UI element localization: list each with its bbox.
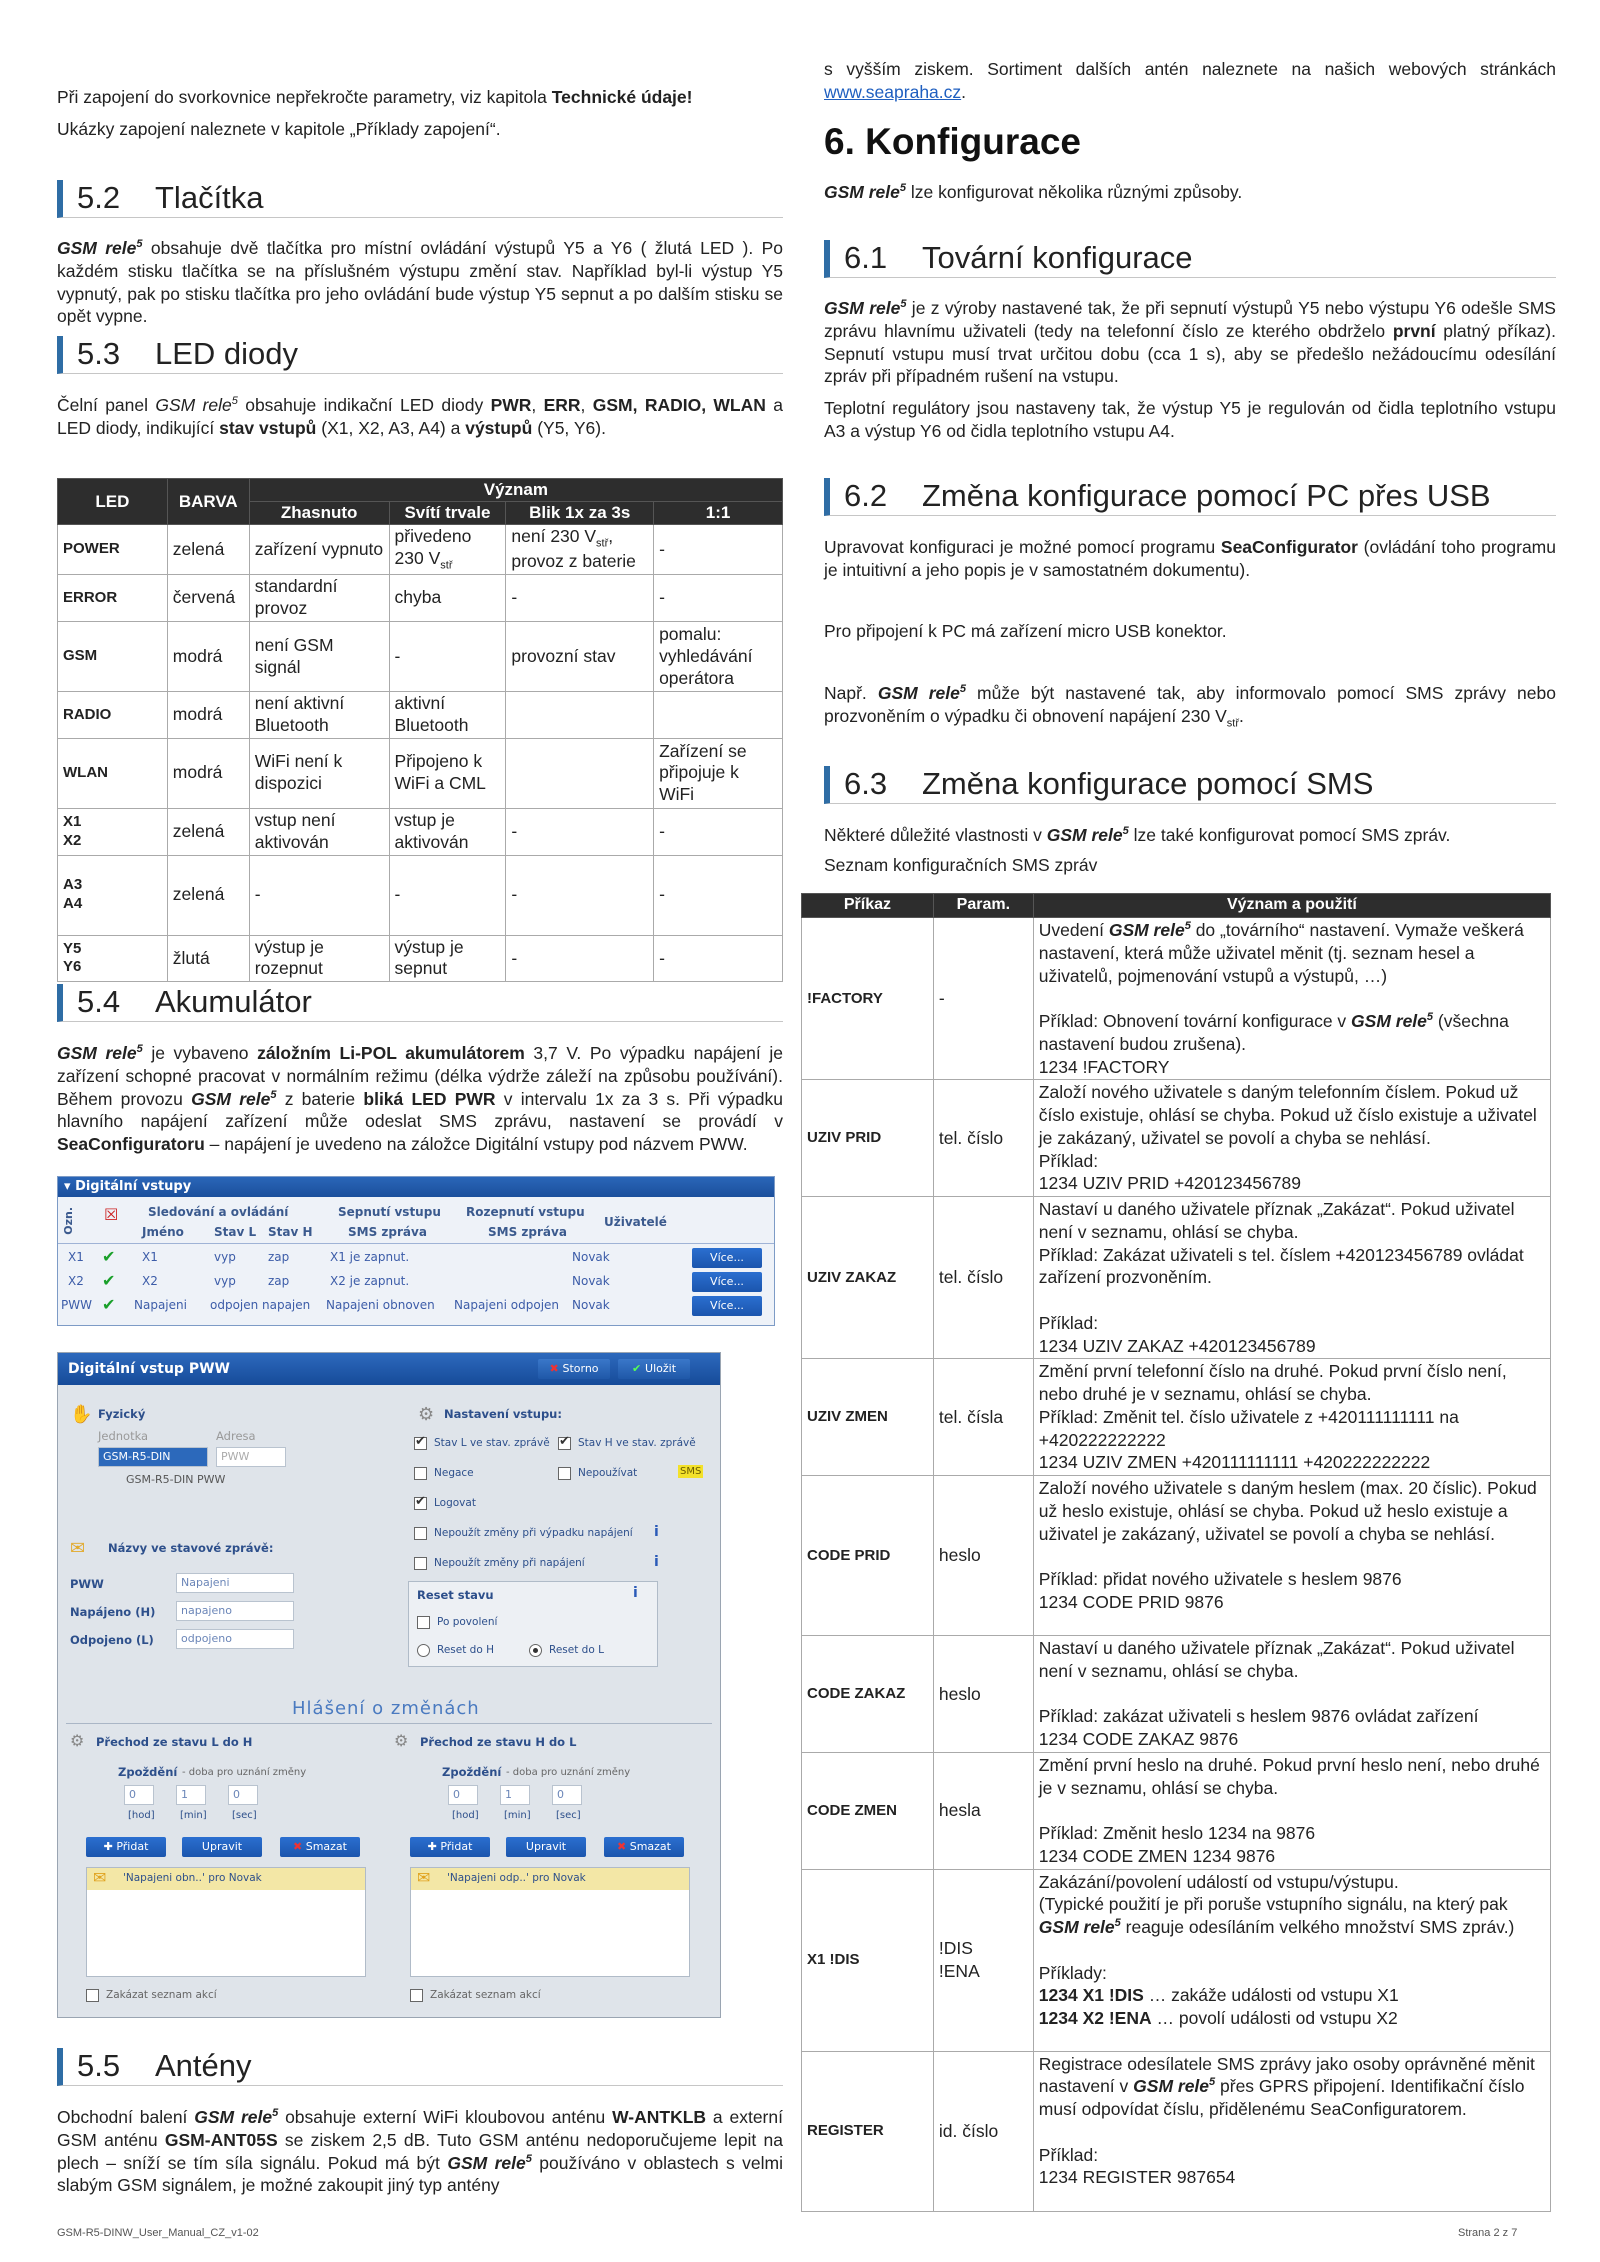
col-ozn: Ozn.: [62, 1207, 75, 1235]
table-row: X1 X2 zelená vstup není aktivován vstup je aktivován - -: [58, 808, 783, 855]
zhasnuto-header: Zhasnuto: [249, 502, 389, 525]
col-uzivatele: Uživatelé: [604, 1215, 667, 1229]
adresa-field[interactable]: PWW: [216, 1447, 286, 1467]
col-sledovani: Sledování a ovládání: [148, 1205, 289, 1219]
jednotka-label: Jednotka: [98, 1429, 149, 1443]
sec-field[interactable]: 0: [228, 1785, 258, 1805]
pww-field[interactable]: Napajeni: [176, 1573, 294, 1593]
save-button[interactable]: ✔ Uložit: [618, 1359, 690, 1379]
info-icon[interactable]: i: [633, 1585, 638, 1601]
section-5-4-text: GSM rele$^5$ je vybaveno záložním Li-POL akumulátorem 3,7 V. Po výpadku napájení je zařízení schopné pracovat v normálním režimu (délka výdrže záleží na způsobu používání). Během provozu GSM rele$^5$ z baterie bliká LED PWR v intervalu 1x za 3 s. Při výpadku hlavního napájení zařízení může odeslat SMS zprávu, nastavení se provádí v SeaConfiguratoru – napájení je uvedeno na záložce Digitální vstupy pod názvem PWW.: [57, 1043, 783, 1154]
ratio-header: 1:1: [654, 502, 783, 525]
cb-nepouzivat[interactable]: [558, 1467, 571, 1480]
info-icon[interactable]: i: [654, 1554, 659, 1570]
cmd-header: Příkaz: [802, 894, 934, 918]
min-field[interactable]: 1: [176, 1785, 206, 1805]
cb-nepouzit-napajeni[interactable]: [414, 1557, 427, 1570]
led-table: [57, 478, 783, 982]
model-label: GSM-R5-DIN PWW: [126, 1473, 226, 1486]
section-5-5-heading: 5.5 Antény: [57, 2048, 783, 2086]
plus-icon: ✚: [103, 1840, 117, 1853]
digital-input-pww-screenshot: Digitální vstup PWW ✖ Storno ✔ Uložit ✋ Fyzický Jednotka Adresa GSM-R5-DIN PWW GSM-R5-DIN PWW ⚙ Nastavení vstupu: ✔ Stav L ve stav. zprávě ✔ Stav H ve stav. zprávě Negace Nepoužívat SMS ✔ Logovat Nepoužít změny při výpadku napájení i Nepoužít změny při napájení i ✉ Názvy ve stavové zprávě: PWW Napajeni Napájeno (H) napajeno Odpojeno (L) odpojeno Reset stavu i Po povolení Reset do H Reset do L Hlášení o změnách ⚙ Přechod ze stavu L do H ⚙ Přechod ze stavu H do L Zpoždění - doba pro uznání změny 0 1 0 [hod] [min] [sec] Zpoždění - doba pro uznání změny 0 1 0 [hod] [min] [sec] ✚ Přidat Upravit ✖ Smazat ✚ Přidat Upravit ✖ Smazat ✉ 'Napajeni obn..' pro Novak ✉ 'Napajeni odp..' pro Novak Zakázat seznam akcí Zakázat seznam akcí: [57, 1352, 721, 2018]
table-row: X1 !DIS !DIS !ENA Zakázání/povolení událostí od vstupu/výstupu. (Typické použití je při poruše vstupního signálu, na který pak GSM rele$^5$ reaguje odesíláním velkého množství SMS zpráv.) Příklady: 1234 X1 !DIS … zakáže události od vstupu X1 1234 X2 !ENA … povolí události od vstupu X2: [802, 1869, 1551, 2051]
prechod-lh-label: Přechod ze stavu L do H: [96, 1735, 253, 1749]
section-5-2-heading: 5.2 Tlačítka: [57, 180, 783, 218]
table-row: Y5 Y6 žlutá výstup je rozepnut výstup je sepnut - -: [58, 935, 783, 982]
action-list-2: [410, 1867, 690, 1977]
hlaseni-heading: Hlášení o změnách: [292, 1698, 480, 1719]
section-6-2-usb: Pro připojení k PC má zařízení micro USB konektor.: [824, 621, 1227, 641]
more-button[interactable]: Více...: [692, 1248, 762, 1268]
table-row: ERROR červená standardní provoz chyba - -: [58, 575, 783, 622]
col-rozepnuti: Rozepnutí vstupu: [466, 1205, 585, 1219]
col-sms-2: SMS zpráva: [488, 1225, 567, 1239]
cb-logovat[interactable]: [414, 1497, 427, 1510]
envelope-icon: ✉: [70, 1538, 86, 1559]
table-row: CODE PRID heslo Založí nového uživatele s daným heslem (max. 20 číslic). Pokud už heslo existuje, ohlásí se chyba. Pokud už heslo existuje a uživatel je zakázaný, uživatel se povolí a chyba se nehlásí. Příklad: přidat nového uživatele s heslem 9876 1234 CODE PRID 9876: [802, 1476, 1551, 1636]
sms-command-table: [801, 893, 1551, 2212]
section-6-2-example: Např. GSM rele$^5$ může být nastavené tak, aby informovalo pomocí SMS zprávy nebo prozvoněním o výpadku či obnovení napájení 230 $V_{stř}$.: [824, 683, 1556, 730]
delete-icon[interactable]: ☒: [104, 1205, 119, 1224]
check-icon: ✔: [102, 1247, 116, 1266]
section-5-3-heading: 5.3 LED diody: [57, 336, 783, 374]
fyzicky-label: Fyzický: [98, 1407, 146, 1421]
cb-zakazat-2[interactable]: [410, 1989, 423, 2002]
delete-button-2[interactable]: ✖ Smazat: [604, 1837, 684, 1857]
section-6-3-heading: 6.3 Změna konfigurace pomocí SMS: [824, 766, 1556, 804]
nazvy-label: Názvy ve stavové zprávě:: [108, 1541, 274, 1555]
close-icon: ✖: [549, 1362, 563, 1375]
section-6-1-text-2: Teplotní regulátory jsou nastaveny tak, že výstup Y5 je regulován od čidla teplotního vstupu A3 a výstup Y6 od čidla teplotního vstupu A4.: [824, 398, 1556, 441]
cb-po-povoleni[interactable]: [417, 1616, 430, 1629]
table-row[interactable]: PWW ✔ Napajeni odpojen napajen Napajeni obnoven Napajeni odpojen Novak Více...: [58, 1295, 774, 1317]
col-sms-1: SMS zpráva: [348, 1225, 427, 1239]
section-5-5-text: Obchodní balení GSM rele$^5$ obsahuje externí WiFi kloubovou anténu W-ANTKLB a externí GSM anténu GSM-ANT05S se ziskem 2,5 dB. Tuto GSM anténu nedoporučujeme lepit na plech – sníží se tím síla signálu. Pokud má být GSM rele$^5$ používáno v oblastech s velmi slabým GSM signálem, je možné zakoupit jiný typ antény: [57, 2107, 783, 2196]
intro-paragraph-2: Ukázky zapojení naleznete v kapitole „Příklady zapojení“.: [57, 119, 501, 139]
cb-nepouzit-vypadek[interactable]: [414, 1527, 427, 1540]
napajeno-field[interactable]: napajeno: [176, 1601, 294, 1621]
radio-reset-h[interactable]: [417, 1644, 430, 1657]
sec-field-2[interactable]: 0: [552, 1785, 582, 1805]
radio-reset-l[interactable]: [529, 1644, 542, 1657]
add-button-2[interactable]: ✚ Přidat: [410, 1837, 490, 1857]
seapraha-link[interactable]: www.seapraha.cz: [824, 81, 962, 102]
action-list-1: [86, 1867, 366, 1977]
section-6-2-text: Upravovat konfiguraci je možné pomocí programu SeaConfigurator (ovládání toho programu je intuitivní a jeho popis je v samostatném dokumentu).: [824, 537, 1556, 580]
check-icon: ✔: [631, 1362, 646, 1375]
col-jmeno: Jméno: [142, 1225, 184, 1239]
nastaveni-label: Nastavení vstupu:: [444, 1407, 562, 1421]
section-5-4-heading: 5.4 Akumulátor: [57, 984, 783, 1022]
reset-panel: Reset stavu i Po povolení Reset do H Reset do L: [408, 1581, 658, 1667]
table-row: REGISTER id. číslo Registrace odesílatele SMS zprávy jako osoby oprávněné měnit nastavení v GSM rele$^5$ přes GPRS připojení. Identifikační číslo musí odpovídat číslu, přidělenému SeaConfiguratorem. Příklad: 1234 REGISTER 987654: [802, 2051, 1551, 2211]
table-row: A3 A4 zelená - - - -: [58, 855, 783, 935]
list-item[interactable]: ✉ 'Napajeni obn..' pro Novak: [87, 1868, 365, 1890]
table-row: CODE ZMEN hesla Změní první heslo na druhé. Pokud první heslo není, nebo druhé je v seznamu, ohlásí se chyba. Příklad: Změnit heslo 1234 na 9876 1234 CODE ZMEN 1234 9876: [802, 1752, 1551, 1869]
vyznam-header: Význam: [249, 479, 782, 502]
led-col-header: LED: [58, 479, 168, 525]
cb-negace[interactable]: [414, 1467, 427, 1480]
col-sepnuti: Sepnutí vstupu: [338, 1205, 441, 1219]
table-row[interactable]: X2 ✔ X2 vyp zap X2 je zapnut. Novak Více...: [58, 1271, 774, 1293]
cb-stav-h[interactable]: [558, 1437, 571, 1450]
delete-button[interactable]: ✖ Smazat: [280, 1837, 360, 1857]
table-row: GSM modrá není GSM signál - provozní stav pomalu: vyhledávání operátora: [58, 622, 783, 692]
add-button[interactable]: ✚ Přidat: [86, 1837, 166, 1857]
plus-icon: ✚: [427, 1840, 441, 1853]
hod-field-2[interactable]: 0: [448, 1785, 478, 1805]
col-stav-h: Stav H: [268, 1225, 313, 1239]
param-header: Param.: [933, 894, 1033, 918]
list-item[interactable]: ✉ 'Napajeni odp..' pro Novak: [411, 1868, 689, 1890]
hand-icon: ✋: [70, 1404, 93, 1425]
prechod-hl-label: Přechod ze stavu H do L: [420, 1735, 577, 1749]
dialog-title: Digitální vstup PWW: [58, 1353, 720, 1385]
edit-button-2[interactable]: Upravit: [506, 1837, 586, 1857]
footer-page-number: Strana 2 z 7: [1458, 2227, 1518, 2239]
table-row: CODE ZAKAZ heslo Nastaví u daného uživatele příznak „Zakázat“. Pokud uživatel není v seznamu, ohlásí se chyba. Příklad: zakázat uživateli s heslem 9876 ovládat zařízení 1234 CODE ZAKAZ 9876: [802, 1636, 1551, 1753]
check-icon: ✔: [102, 1295, 116, 1314]
blik-header: Blik 1x za 3s: [506, 502, 654, 525]
adresa-label: Adresa: [216, 1429, 256, 1443]
cb-zakazat-1[interactable]: [86, 1989, 99, 2002]
table-row: UZIV PRID tel. číslo Založí nového uživatele s daným telefonním číslem. Pokud už číslo existuje, ohlásí se chyba. Pokud už číslo existuje a uživatel je zakázaný, uživatel se povolí a chyba se nehlásí. Příklad: 1234 UZIV PRID +420123456789: [802, 1080, 1551, 1197]
min-field-2[interactable]: 1: [500, 1785, 530, 1805]
table-row: !FACTORY - Uvedení GSM rele$^5$ do „továrního“ nastavení. Vymaže veškerá nastavení, která může uživatel měnit (tj. seznam hesel a uživatelů, pojmenování vstupů a výstupů, …) Příklad: Obnovení tovární konfigurace v GSM rele$^5$ (všechna nastavení budou zrušena). 1234 !FACTORY: [802, 918, 1551, 1080]
section-6-2-heading: 6.2 Změna konfigurace pomocí PC přes USB: [824, 478, 1556, 516]
more-button[interactable]: Více...: [692, 1272, 762, 1292]
section-6-3-text: Některé důležité vlastnosti v GSM rele$^5$ lze také konfigurovat pomocí SMS zpráv.: [824, 825, 1451, 845]
footer-document-id: GSM-R5-DINW_User_Manual_CZ_v1-02: [57, 2227, 259, 2239]
gear-icon: ⚙: [394, 1731, 409, 1750]
edit-button[interactable]: Upravit: [182, 1837, 262, 1857]
close-icon: ✖: [617, 1840, 630, 1853]
section-6-1-text: GSM rele$^5$ je z výroby nastavené tak, že při sepnutí výstupů Y5 nebo výstupu Y6 odešle SMS zprávu hlavnímu uživateli (tedy na telefonní číslo ze kterého obdrželo první platný příkaz). Sepnutí vstupu musí trvat určitou dobu (cca 1 s), aby se předešlo nežádoucímu odesílání zpráv při případném rušení na vstupu.: [824, 298, 1556, 387]
sms-list-caption: Seznam konfiguračních SMS zpráv: [824, 855, 1098, 875]
intro-paragraph-1: Při zapojení do svorkovnice nepřekročte parametry, viz kapitola Technické údaje!: [57, 87, 693, 107]
section-5-3-text: Čelní panel GSM rele$^5$ obsahuje indikační LED diody PWR, ERR, GSM, RADIO, WLAN a LED diody, indikující stav vstupů (X1, X2, A3, A4) a výstupů (Y5, Y6).: [57, 395, 783, 438]
digital-inputs-screenshot: [57, 1176, 775, 1326]
check-icon: ✔: [102, 1271, 116, 1290]
table-row: UZIV ZAKAZ tel. číslo Nastaví u daného uživatele příznak „Zakázat“. Pokud uživatel není v seznamu, ohlásí se chyba. Příklad: Zakázat uživateli s tel. číslem +420123456789 ovládat zařízení prozvoněním. Příklad: 1234 UZIV ZAKAZ +420123456789: [802, 1197, 1551, 1359]
gear-icon: ⚙: [418, 1404, 435, 1425]
envelope-icon: ✉: [417, 1868, 431, 1887]
antenna-continuation: s vyšším ziskem. Sortiment dalších antén naleznete na našich webových stránkách www.seapraha.cz.: [824, 59, 1556, 102]
gear-icon: ⚙: [70, 1731, 85, 1750]
table-row[interactable]: X1 ✔ X1 vyp zap X1 je zapnut. Novak Více...: [58, 1247, 774, 1269]
section-6-1-heading: 6.1 Tovární konfigurace: [824, 240, 1556, 278]
sms-badge: SMS: [680, 1466, 702, 1477]
chapter-6-intro: GSM rele$^5$ lze konfigurovat několika různými způsoby.: [824, 182, 1243, 202]
digital-inputs-title: ▾ Digitální vstupy: [58, 1177, 774, 1197]
envelope-icon: ✉: [93, 1868, 107, 1887]
table-row: RADIO modrá není aktivní Bluetooth aktivní Bluetooth: [58, 692, 783, 739]
sviti-header: Svítí trvale: [389, 502, 506, 525]
odpojeno-field[interactable]: odpojeno: [176, 1629, 294, 1649]
table-row: POWER zelená zařízení vypnuto přivedeno 230 $V_{stř}$ není 230 $V_{stř}$, provoz z baterie -: [58, 525, 783, 575]
hod-field[interactable]: 0: [124, 1785, 154, 1805]
meaning-header: Význam a použití: [1033, 894, 1550, 918]
close-icon: ✖: [293, 1840, 306, 1853]
storno-button[interactable]: ✖ Storno: [538, 1359, 610, 1379]
jednotka-select[interactable]: GSM-R5-DIN: [98, 1447, 208, 1467]
section-5-2-text: GSM rele$^5$ obsahuje dvě tlačítka pro místní ovládání výstupů Y5 a Y6 ( žlutá LED ). Po každém stisku tlačítka se na příslušném výstupu změní stav. Například byl-li výstup Y5 vypnutý, pak po stisku tlačítka pro jeho ovládání bude výstup Y5 sepnut a po dalším stisku se opět vypne.: [57, 238, 783, 327]
table-row: WLAN modrá WiFi není k dispozici Připojeno k WiFi a CML Zařízení se připojuje k WiFi: [58, 738, 783, 808]
col-stav-l: Stav L: [214, 1225, 257, 1239]
table-row: UZIV ZMEN tel. čísla Změní první telefonní číslo na druhé. Pokud první číslo není, nebo druhé je v seznamu, ohlásí se chyba. Příklad: Změnit tel. číslo uživatele z +420111111111 na +420222222222 1234 UZIV ZMEN +420111111111 +420222222222: [802, 1359, 1551, 1476]
info-icon[interactable]: i: [654, 1524, 659, 1540]
cb-stav-l[interactable]: [414, 1437, 427, 1450]
more-button[interactable]: Více...: [692, 1296, 762, 1316]
chapter-6-heading: 6. Konfigurace: [824, 121, 1081, 162]
barva-col-header: BARVA: [167, 479, 249, 525]
